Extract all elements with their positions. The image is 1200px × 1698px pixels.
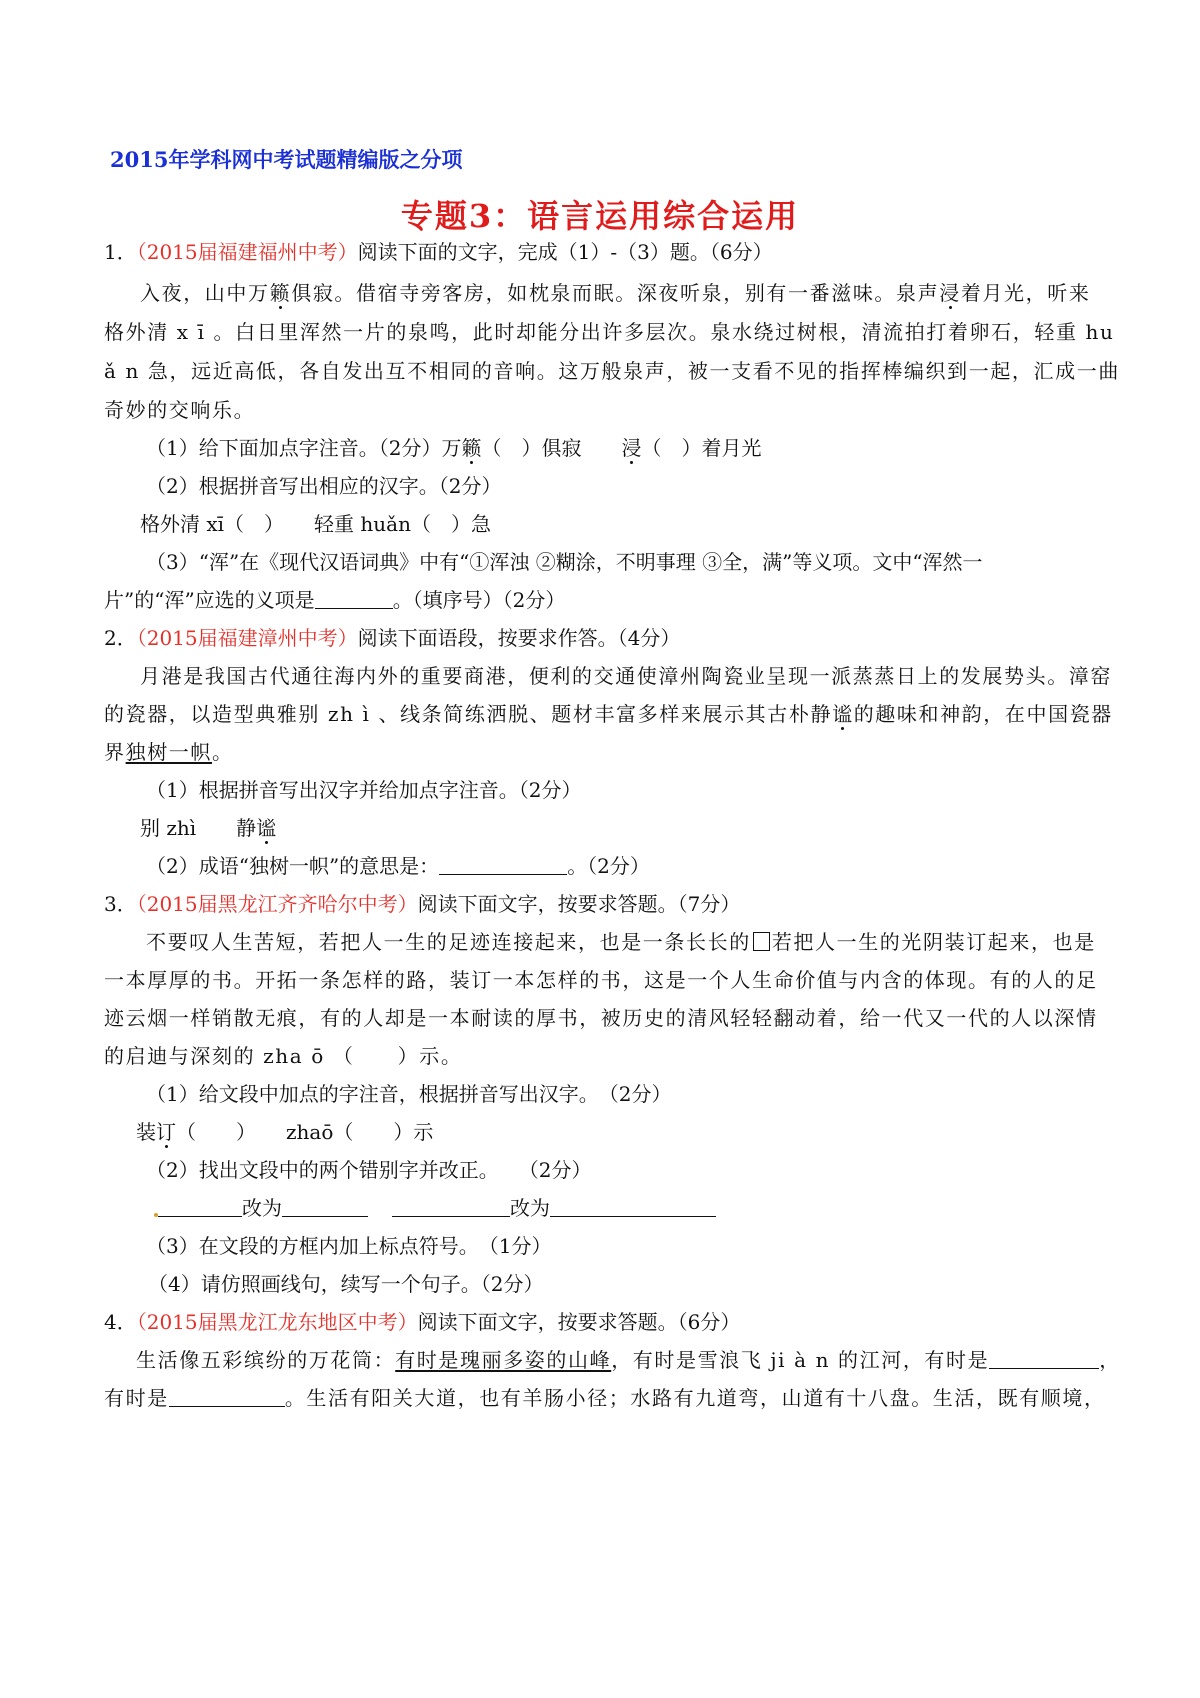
dotted-char: 谧	[256, 816, 277, 840]
answer-blank[interactable]	[392, 1198, 510, 1217]
dotted-char: 订	[156, 1120, 176, 1144]
q2-sub-question-2: （2）成语“独树一帜”的意思是： 。（2分）	[146, 854, 650, 878]
answer-blank[interactable]	[550, 1198, 716, 1217]
dotted-char: 籁	[269, 281, 292, 305]
answer-blank[interactable]	[989, 1350, 1099, 1369]
q3-sub-question-1-items: 装订（ ） zhaō（ ）示	[136, 1120, 434, 1144]
question-number: 4．	[104, 1310, 137, 1334]
answer-blank[interactable]	[439, 856, 567, 875]
question-4-heading	[104, 1308, 740, 1336]
question-source: （2015届黑龙江龙东地区中考）	[136, 1310, 418, 1334]
document-header: 2015年学科网中考试题精编版之分项	[110, 147, 463, 172]
q1-passage-line-3: ǎ n 急，远近高低，各自发出互不相同的音响。这万般泉声，被一支看不见的指挥棒编织到一起，汇成一曲	[104, 359, 1120, 383]
q3-passage-line-1: 不要叹人生苦短，若把人一生的足迹连接起来，也是一条长长的 若把人一生的光阴装订起来，也是	[146, 930, 1096, 954]
q3-sub-question-4: （4）请仿照画线句，续写一个句子。（2分）	[148, 1272, 544, 1296]
q3-passage-line-4: 的启迪与深刻的 zha ō （ ）示。	[104, 1044, 463, 1068]
q2-sub-question-1-items: 别 zhì 静谧	[140, 816, 277, 840]
q1-passage-line-4: 奇妙的交响乐。	[104, 398, 256, 422]
answer-blank[interactable]	[169, 1388, 285, 1407]
question-stem: 阅读下面文字，按要求答题。（7分）	[417, 892, 741, 916]
underlined-sentence: 有时是瑰丽多姿的山峰	[395, 1348, 612, 1372]
q1-sub-question-2-blanks: 格外清 xī（ ） 轻重 huǎn（ ）急	[140, 512, 491, 536]
underlined-idiom: 独树一帜	[125, 740, 213, 764]
dotted-char: 籁	[461, 436, 482, 460]
q3-sub-question-1: （1）给文段中加点的字注音，根据拼音写出汉字。 （2分）	[146, 1082, 672, 1106]
question-source: （2015届福建福州中考）	[136, 240, 358, 264]
q1-passage-line-2: 格外清 x ī 。白日里浑然一片的泉鸣，此时却能分出许多层次。泉水绕过树根，清流拍打着卵石，轻重 hu	[104, 320, 1115, 344]
answer-blank[interactable]	[158, 1198, 242, 1217]
question-3-heading	[104, 890, 740, 918]
q1-sub-question-3: （3）“浑”在《现代汉语词典》中有“①浑浊 ②糊涂，不明事理 ③全，满”等义项。文中“浑然一	[146, 550, 983, 574]
page-title: 专题3：语言运用综合运用	[400, 197, 800, 235]
q2-passage-line-3: 界独树一帜。	[104, 740, 234, 764]
dotted-char: 谧	[832, 702, 854, 726]
q3-sub-question-2: （2）找出文段中的两个错别字并改正。 （2分）	[146, 1158, 592, 1182]
question-source: （2015届福建漳州中考）	[136, 626, 358, 650]
q2-passage-line-2: 的瓷器，以造型典雅别 zh ì 、线条简练洒脱、题材丰富多样来展示其古朴静谧的趣味和神韵，在中国瓷器	[104, 702, 1113, 726]
question-number: 1．	[104, 240, 137, 264]
question-number: 2．	[104, 626, 137, 650]
punctuation-box[interactable]	[753, 932, 770, 951]
question-2-heading	[104, 624, 680, 652]
q2-sub-question-1: （1）根据拼音写出汉字并给加点字注音。（2分）	[146, 778, 582, 802]
question-stem: 阅读下面文字，按要求答题。（6分）	[417, 1310, 741, 1334]
q3-passage-line-3: 迹云烟一样销散无痕，有的人却是一本耐读的厚书，被历史的清风轻轻翻动着，给一代又一代的人以深情	[104, 1006, 1098, 1030]
dotted-char: 浸	[621, 436, 642, 460]
q1-sub-question-2: （2）根据拼音写出相应的汉字。（2分）	[146, 474, 502, 498]
q1-sub-question-1: （1）给下面加点字注音。（2分）万籁（ ）俱寂 浸（ ）着月光	[146, 436, 762, 460]
q4-passage-line-1: 生活像五彩缤纷的万花筒：有时是瑰丽多姿的山峰，有时是雪浪飞 ji à n 的江河，有时是 ，	[136, 1348, 1121, 1372]
question-number: 3．	[104, 892, 137, 916]
q1-passage-line-1: 入夜，山中万籁俱寂。借宿寺旁客房，如枕泉而眠。深夜听泉，别有一番滋味。泉声浸着月光，听来	[140, 281, 1091, 305]
q4-passage-line-2: 有时是 。生活有阳关大道，也有羊肠小径；水路有九道弯，山道有十八盘。生活，既有顺境，	[104, 1386, 1106, 1410]
question-source: （2015届黑龙江齐齐哈尔中考）	[136, 892, 418, 916]
question-stem: 阅读下面语段，按要求作答。（4分）	[357, 626, 681, 650]
q3-passage-line-2: 一本厚厚的书。开拓一条怎样的路，装订一本怎样的书，这是一个人生命价值与内含的体现。有的人的足	[104, 968, 1098, 992]
q2-passage-line-1: 月港是我国古代通往海内外的重要商港，便利的交通使漳州陶瓷业呈现一派蒸蒸日上的发展势头。漳窑	[140, 664, 1112, 688]
q3-sub-question-2-blanks: 改为 改为	[154, 1194, 716, 1222]
q1-sub-question-3-cont: 片”的“浑”应选的义项是 。（填序号）（2分）	[104, 588, 566, 612]
answer-blank[interactable]	[282, 1198, 368, 1217]
question-1-heading	[104, 238, 773, 266]
dotted-char: 浸	[939, 281, 961, 305]
answer-blank[interactable]	[315, 590, 393, 609]
question-stem: 阅读下面的文字，完成（1）-（3）题。（6分）	[357, 240, 773, 264]
q3-sub-question-3: （3）在文段的方框内加上标点符号。 （1分）	[146, 1234, 552, 1258]
